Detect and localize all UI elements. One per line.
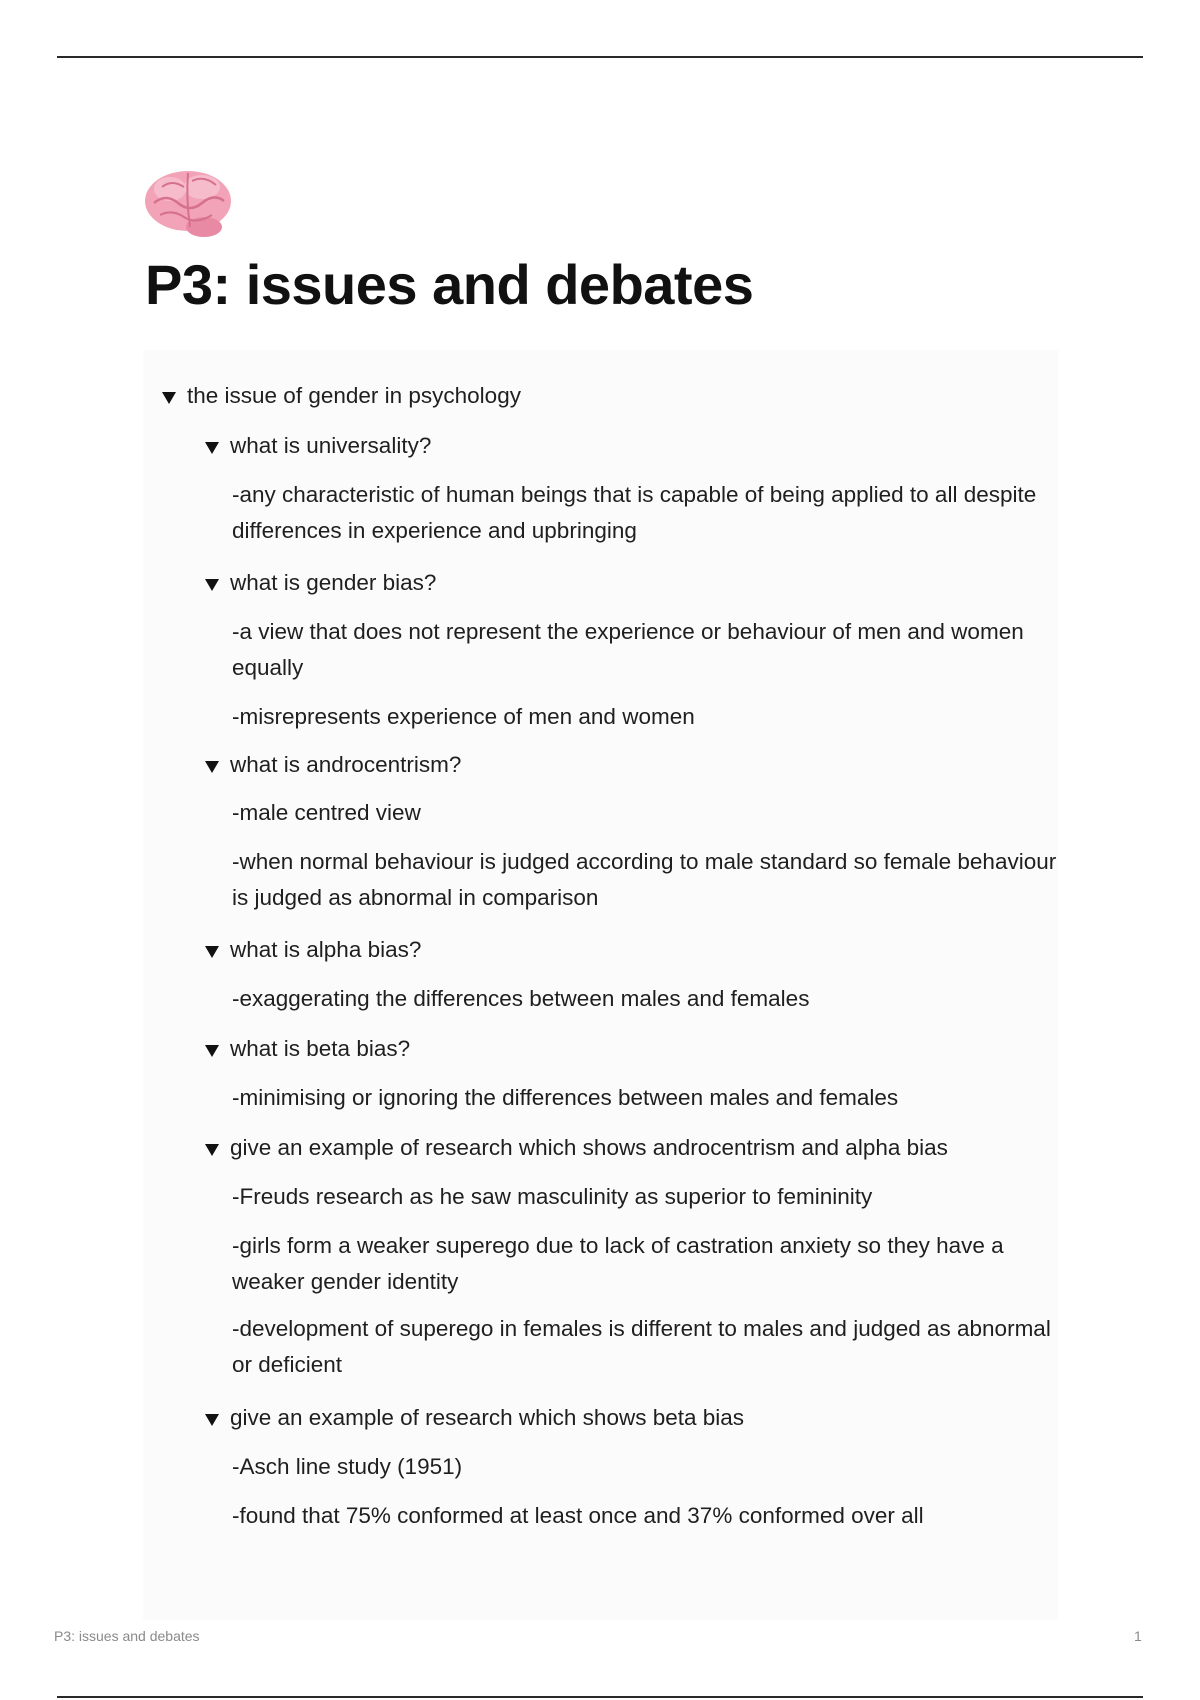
bottom-rule: [57, 1696, 1143, 1698]
toggle-triangle-icon[interactable]: [162, 392, 176, 404]
toggle-triangle-icon[interactable]: [205, 579, 219, 591]
answer-text: -development of superego in females is different to males and judged as abnormal or deficient: [232, 1316, 1051, 1377]
answer-text: -girls form a weaker superego due to lack of castration anxiety so they have a weaker gender identity: [232, 1233, 1004, 1294]
page-number: 1: [1134, 1628, 1142, 1644]
toggle-label: what is universality?: [230, 433, 432, 458]
toggle-label: what is androcentrism?: [230, 752, 462, 777]
toggle-triangle-icon[interactable]: [205, 1414, 219, 1426]
top-rule: [57, 56, 1143, 58]
toggle-triangle-icon[interactable]: [205, 442, 219, 454]
answer-text: -exaggerating the differences between males and females: [232, 986, 810, 1011]
toggle-triangle-icon[interactable]: [205, 946, 219, 958]
answer-text: -Asch line study (1951): [232, 1454, 463, 1479]
answer-text: -when normal behaviour is judged according to male standard so female behaviour is judged as abnormal in comparison: [232, 849, 1057, 910]
toggle-label: what is beta bias?: [230, 1036, 411, 1061]
answer-text: -found that 75% conformed at least once and 37% conformed over all: [232, 1503, 924, 1528]
toggle-triangle-icon[interactable]: [205, 761, 219, 773]
toggle-triangle-icon[interactable]: [205, 1045, 219, 1057]
toggle-label: what is gender bias?: [230, 570, 437, 595]
toggle-label: give an example of research which shows beta bias: [230, 1405, 745, 1430]
answer-text: -misrepresents experience of men and women: [232, 704, 695, 729]
answer-text: -male centred view: [232, 800, 421, 825]
page-title: P3: issues and debates: [145, 253, 754, 316]
toggle-label: give an example of research which shows androcentrism and alpha bias: [230, 1135, 948, 1160]
answer-text: -minimising or ignoring the differences between males and females: [232, 1085, 899, 1110]
toggle-triangle-icon[interactable]: [205, 1144, 219, 1156]
footer-title: P3: issues and debates: [54, 1628, 200, 1644]
answer-text: -Freuds research as he saw masculinity as superior to femininity: [232, 1184, 873, 1209]
brain-icon: [142, 163, 234, 241]
toggle-label: the issue of gender in psychology: [187, 383, 521, 408]
answer-text: -a view that does not represent the experience or behaviour of men and women equally: [232, 619, 1024, 680]
answer-text: -any characteristic of human beings that is capable of being applied to all despite differences in experience and upbringing: [232, 482, 1037, 543]
toggle-label: what is alpha bias?: [230, 937, 422, 962]
